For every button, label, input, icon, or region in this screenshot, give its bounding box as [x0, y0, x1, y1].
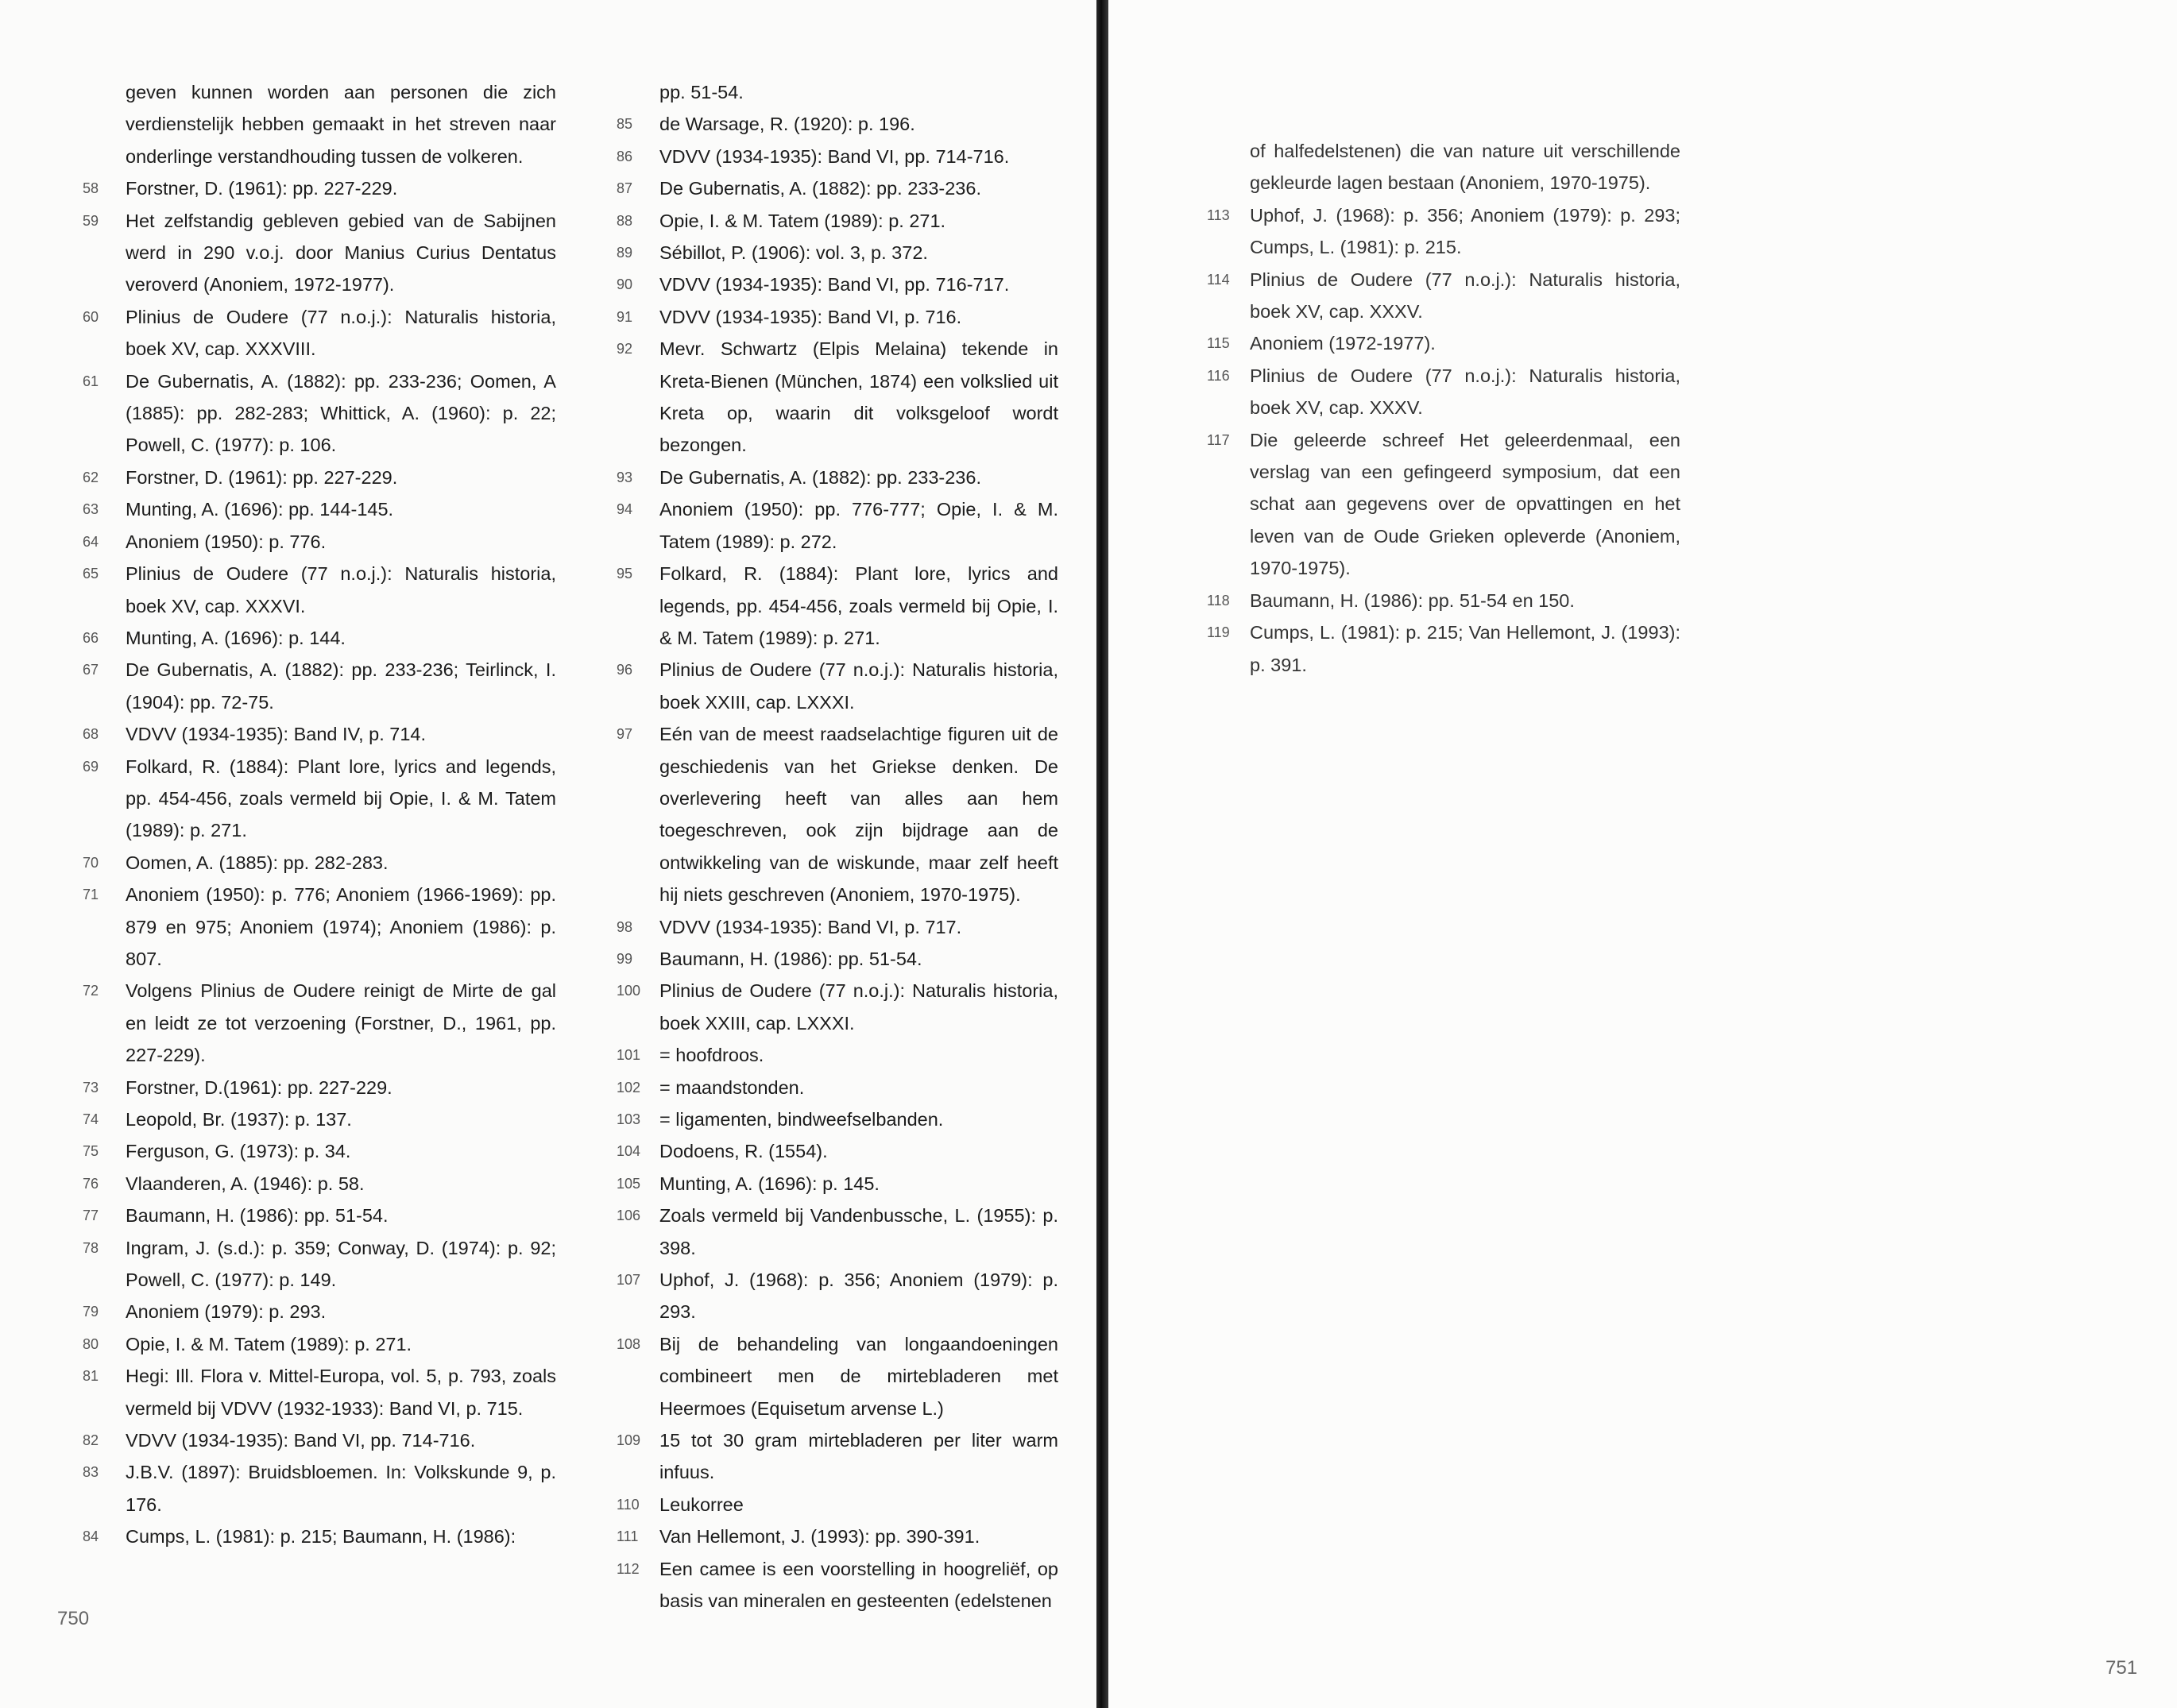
footnote-item — [613, 462, 1058, 493]
footnote-number: 59 — [83, 212, 99, 229]
footnote-number: 114 — [1207, 271, 1230, 288]
footnote-number: 118 — [1207, 592, 1230, 609]
footnote-number: 96 — [617, 662, 633, 678]
footnote-text: 15 tot 30 gram mirtebladeren per liter warm infuus. — [659, 1430, 1058, 1483]
footnote-item — [79, 172, 556, 204]
footnote-number: 71 — [83, 887, 99, 903]
footnote-text: Die geleerde schreef Het geleerdenmaal, een verslag van een gefingeerd symposium, dat een schat aan gegevens over de opvattingen en het leven van de Oude Grieken opleverde (Anoniem, 1970-1975). — [1250, 429, 1680, 579]
footnote-text: Baumann, H. (1986): pp. 51-54. — [659, 948, 922, 969]
footnote-number: 61 — [83, 373, 99, 389]
footnote-number: 86 — [617, 148, 633, 164]
footnote-number: 81 — [83, 1368, 99, 1385]
footnote-text: J.B.V. (1897): Bruidsbloemen. In: Volkskunde 9, p. 176. — [126, 1462, 556, 1515]
footnote-text: Het zelfstandig gebleven gebied van de Sabijnen werd in 290 v.o.j. door Manius Curius Dentatus veroverd (Anoniem, 1972-1977). — [126, 210, 556, 296]
footnote-number: 63 — [83, 501, 99, 518]
footnote-text: Ingram, J. (s.d.): p. 359; Conway, D. (1974): p. 92; Powell, C. (1977): p. 149. — [126, 1237, 556, 1291]
footnote-item — [613, 1200, 1058, 1264]
footnote-item — [79, 1200, 556, 1231]
footnote-text: of halfedelstenen) die van nature uit verschillende gekleurde lagen bestaan (Anoniem, 1970-1975). — [1250, 141, 1680, 194]
footnote-item — [613, 301, 1058, 333]
footnote-item — [613, 269, 1058, 300]
footnote-item — [1204, 616, 1680, 681]
footnote-text: Opie, I. & M. Tatem (1989): p. 271. — [659, 210, 946, 231]
footnote-item — [613, 1521, 1058, 1552]
footnote-item — [79, 975, 556, 1071]
footnote-number: 70 — [83, 854, 99, 871]
footnote-text: Cumps, L. (1981): p. 215; Baumann, H. (1986): — [126, 1526, 516, 1548]
footnote-text: geven kunnen worden aan personen die zich verdienstelijk hebben gemaakt in het streven naar onderlinge verstandhouding tussen de volkeren. — [126, 82, 556, 167]
footnote-text: Cumps, L. (1981): p. 215; Van Hellemont, J. (1993): p. 391. — [1250, 622, 1680, 675]
footnote-text: Plinius de Oudere (77 n.o.j.): Naturalis historia, boek XXIII, cap. LXXXI. — [659, 980, 1058, 1034]
footnote-item — [1204, 199, 1680, 264]
footnote-item — [613, 943, 1058, 975]
footnote-item — [613, 1039, 1058, 1071]
footnote-text: Mevr. Schwartz (Elpis Melaina) tekende in Kreta-Bienen (München, 1874) een volkslied uit Kreta op, waarin dit volksgeloof wordt bezongen. — [659, 338, 1058, 456]
footnote-number: 91 — [617, 308, 633, 325]
footnote-item — [79, 622, 556, 654]
footnote-item — [613, 108, 1058, 140]
footnote-number: 110 — [617, 1496, 640, 1513]
footnote-item — [79, 718, 556, 750]
footnote-number: 97 — [617, 726, 633, 743]
footnote-number: 75 — [83, 1143, 99, 1160]
footnote-item — [79, 205, 556, 301]
footnote-text: Hegi: Ill. Flora v. Mittel-Europa, vol. 5, p. 793, zoals vermeld bij VDVV (1932-1933): Band VI, p. 715. — [126, 1366, 556, 1419]
footnote-number: 117 — [1207, 431, 1230, 448]
footnote-text: Opie, I. & M. Tatem (1989): p. 271. — [126, 1333, 412, 1354]
footnote-item — [613, 205, 1058, 237]
footnote-text: Anoniem (1972-1977). — [1250, 333, 1436, 354]
footnote-text: Leukorree — [659, 1494, 744, 1515]
footnote-text: Folkard, R. (1884): Plant lore, lyrics and legends, pp. 454-456, zoals vermeld bij Opie, I. & M. Tatem (1989): p. 271. — [126, 755, 556, 841]
footnote-text: Plinius de Oudere (77 n.o.j.): Naturalis historia, boek XV, cap. XXXV. — [1250, 269, 1680, 323]
footnote-number: 103 — [617, 1111, 641, 1127]
footnote-text: Folkard, R. (1884): Plant lore, lyrics and legends, pp. 454-456, zoals vermeld bij Opie, I. & M. Tatem (1989): p. 271. — [659, 563, 1058, 648]
footnote-item — [613, 333, 1058, 462]
footnote-item — [613, 1424, 1058, 1489]
footnote-item — [79, 1135, 556, 1167]
book-spine-gutter — [1096, 0, 1108, 1708]
footnote-number: 76 — [83, 1175, 99, 1192]
footnote-item — [79, 1360, 556, 1424]
footnote-text: Een camee is een voorstelling in hoogreliëf, op basis van mineralen en gesteenten (edelstenen — [659, 1558, 1058, 1612]
footnote-item — [79, 1456, 556, 1521]
footnote-item — [613, 76, 1058, 108]
footnote-column-left — [79, 76, 556, 1553]
footnote-item — [79, 879, 556, 975]
footnote-number: 119 — [1207, 624, 1230, 641]
footnote-item — [613, 493, 1058, 558]
footnote-item — [79, 76, 556, 172]
footnote-number: 85 — [617, 116, 633, 133]
footnote-item — [613, 141, 1058, 172]
footnote-item — [613, 558, 1058, 654]
footnote-number: 102 — [617, 1079, 641, 1096]
footnote-number: 108 — [617, 1335, 641, 1352]
footnote-text: de Warsage, R. (1920): p. 196. — [659, 114, 915, 135]
footnote-text: Plinius de Oudere (77 n.o.j.): Naturalis historia, boek XV, cap. XXXV. — [1250, 365, 1680, 419]
footnote-text: VDVV (1934-1935): Band VI, p. 716. — [659, 306, 962, 327]
footnote-number: 82 — [83, 1432, 99, 1449]
footnote-text: Uphof, J. (1968): p. 356; Anoniem (1979): p. 293; Cumps, L. (1981): p. 215. — [1250, 204, 1680, 258]
footnote-item — [1204, 135, 1680, 199]
footnote-item — [1204, 264, 1680, 328]
footnote-number: 58 — [83, 180, 99, 197]
footnote-text: Dodoens, R. (1554). — [659, 1141, 828, 1162]
footnote-item — [1204, 327, 1680, 359]
footnote-text: Forstner, D. (1961): pp. 227-229. — [126, 466, 398, 488]
footnote-text: Vlaanderen, A. (1946): p. 58. — [126, 1173, 365, 1194]
footnote-item — [79, 654, 556, 718]
footnote-number: 74 — [83, 1111, 99, 1127]
footnote-text: Munting, A. (1696): pp. 144-145. — [126, 499, 394, 520]
footnote-item — [613, 911, 1058, 943]
page-number-left: 750 — [57, 1608, 90, 1629]
footnote-item — [79, 526, 556, 558]
footnote-text: Plinius de Oudere (77 n.o.j.): Naturalis historia, boek XV, cap. XXXVIII. — [126, 306, 556, 360]
footnote-item — [613, 237, 1058, 269]
footnote-number: 67 — [83, 662, 99, 678]
footnote-number: 88 — [617, 212, 633, 229]
footnote-number: 65 — [83, 566, 99, 582]
footnote-item — [613, 1553, 1058, 1617]
footnote-number: 83 — [83, 1464, 99, 1481]
footnote-text: Volgens Plinius de Oudere reinigt de Mirte de gal en leidt ze tot verzoening (Forstner, D., 1961, pp. 227-229). — [126, 980, 556, 1066]
footnote-item — [613, 1328, 1058, 1424]
footnote-item — [1204, 585, 1680, 616]
footnote-number: 87 — [617, 180, 633, 197]
footnote-text: De Gubernatis, A. (1882): pp. 233-236. — [659, 466, 981, 488]
footnote-item — [613, 1168, 1058, 1200]
footnote-number: 89 — [617, 245, 633, 261]
footnote-text: Anoniem (1950): p. 776; Anoniem (1966-1969): pp. 879 en 975; Anoniem (1974); Anoniem (1986): p. 807. — [126, 884, 556, 969]
footnote-item — [79, 493, 556, 525]
footnote-number: 84 — [83, 1528, 99, 1545]
footnote-text: De Gubernatis, A. (1882): pp. 233-236; Teirlinck, I. (1904): pp. 72-75. — [126, 659, 556, 713]
footnote-text: VDVV (1934-1935): Band VI, pp. 714-716. — [659, 145, 1010, 167]
footnote-text: = maandstonden. — [659, 1076, 805, 1098]
footnote-number: 78 — [83, 1239, 99, 1256]
footnote-number: 95 — [617, 566, 633, 582]
footnote-text: Zoals vermeld bij Vandenbussche, L. (1955): p. 398. — [659, 1205, 1058, 1258]
footnote-number: 112 — [617, 1560, 640, 1577]
footnote-number: 77 — [83, 1208, 99, 1224]
footnote-text: Uphof, J. (1968): p. 356; Anoniem (1979): p. 293. — [659, 1269, 1058, 1323]
footnote-text: Anoniem (1979): p. 293. — [126, 1301, 327, 1323]
footnote-number: 69 — [83, 758, 99, 775]
footnote-number: 60 — [83, 308, 99, 325]
footnote-text: Munting, A. (1696): p. 145. — [659, 1173, 880, 1194]
footnote-number: 73 — [83, 1079, 99, 1096]
footnote-column-middle — [613, 76, 1058, 1617]
footnote-item — [613, 718, 1058, 910]
footnote-number: 113 — [1207, 207, 1230, 223]
footnote-text: Anoniem (1950): pp. 776-777; Opie, I. & M. Tatem (1989): p. 272. — [659, 499, 1058, 552]
footnote-number: 107 — [617, 1272, 641, 1289]
footnote-text: Baumann, H. (1986): pp. 51-54 en 150. — [1250, 589, 1575, 611]
footnote-number: 62 — [83, 469, 99, 485]
footnote-text: VDVV (1934-1935): Band VI, pp. 716-717. — [659, 274, 1010, 296]
footnote-number: 115 — [1207, 335, 1230, 352]
footnote-column-right — [1204, 135, 1680, 681]
footnote-item — [79, 558, 556, 622]
footnote-item — [79, 462, 556, 493]
footnote-text: = hoofdroos. — [659, 1045, 764, 1066]
footnote-number: 98 — [617, 918, 633, 935]
footnote-text: = ligamenten, bindweefselbanden. — [659, 1109, 944, 1130]
footnote-number: 109 — [617, 1432, 641, 1449]
footnote-number: 66 — [83, 629, 99, 646]
footnote-text: Sébillot, P. (1906): vol. 3, p. 372. — [659, 242, 928, 264]
footnote-item — [79, 1328, 556, 1360]
footnote-item — [79, 1168, 556, 1200]
footnote-number: 68 — [83, 726, 99, 743]
footnote-text: Munting, A. (1696): p. 144. — [126, 627, 346, 648]
footnote-text: Eén van de meest raadselachtige figuren uit de geschiedenis van het Griekse denken. De overlevering heeft van alles aan hem toegeschreven, ook zijn bijdrage aan de ontwikkeling van de wiskunde, maar zelf heeft hij niets geschreven (Anoniem, 1970-1975). — [659, 724, 1058, 906]
footnote-text: Ferguson, G. (1973): p. 34. — [126, 1141, 351, 1162]
footnote-item — [1204, 360, 1680, 424]
footnote-item — [79, 1296, 556, 1327]
page-number-right: 751 — [2105, 1657, 2138, 1679]
footnote-text: Forstner, D.(1961): pp. 227-229. — [126, 1076, 392, 1098]
footnote-number: 105 — [617, 1175, 641, 1192]
footnote-number: 116 — [1207, 367, 1230, 384]
footnote-item — [79, 751, 556, 847]
footnote-item — [613, 1489, 1058, 1521]
footnote-number: 80 — [83, 1335, 99, 1352]
footnote-number: 94 — [617, 501, 633, 518]
footnote-text: Anoniem (1950): p. 776. — [126, 531, 327, 552]
footnote-number: 90 — [617, 276, 633, 293]
footnote-number: 79 — [83, 1304, 99, 1320]
footnote-item — [79, 1072, 556, 1103]
footnote-text: De Gubernatis, A. (1882): pp. 233-236; Oomen, A (1885): pp. 282-283; Whittick, A. (1960): p. 22; Powell, C. (1977): p. 106. — [126, 370, 556, 456]
footnote-text: De Gubernatis, A. (1882): pp. 233-236. — [659, 178, 981, 199]
footnote-text: Plinius de Oudere (77 n.o.j.): Naturalis historia, boek XV, cap. XXXVI. — [126, 563, 556, 616]
footnote-item — [79, 1103, 556, 1135]
footnote-number: 106 — [617, 1208, 641, 1224]
footnote-item — [613, 1135, 1058, 1167]
footnote-text: VDVV (1934-1935): Band VI, p. 717. — [659, 916, 962, 937]
footnote-item — [79, 365, 556, 462]
footnote-number: 101 — [617, 1047, 641, 1064]
footnote-number: 111 — [617, 1528, 639, 1545]
footnote-item — [79, 1424, 556, 1456]
footnote-item — [613, 654, 1058, 718]
footnote-item — [613, 975, 1058, 1039]
footnote-item — [79, 1521, 556, 1552]
footnote-item — [79, 847, 556, 879]
footnote-number: 104 — [617, 1143, 641, 1160]
footnote-text: Oomen, A. (1885): pp. 282-283. — [126, 852, 389, 873]
footnote-item — [613, 1103, 1058, 1135]
footnote-text: pp. 51-54. — [659, 82, 744, 102]
footnote-item — [613, 172, 1058, 204]
footnote-item — [79, 1232, 556, 1296]
footnote-item — [79, 301, 556, 365]
footnote-number: 92 — [617, 341, 633, 357]
footnote-text: Van Hellemont, J. (1993): pp. 390-391. — [659, 1526, 980, 1548]
footnote-item — [613, 1264, 1058, 1328]
footnote-text: Bij de behandeling van longaandoeningen combineert men de mirtebladeren met Heermoes (Equisetum arvense L.) — [659, 1333, 1058, 1419]
footnote-text: Plinius de Oudere (77 n.o.j.): Naturalis historia, boek XXIII, cap. LXXXI. — [659, 659, 1058, 713]
footnote-text: Leopold, Br. (1937): p. 137. — [126, 1109, 352, 1130]
footnote-text: VDVV (1934-1935): Band VI, pp. 714-716. — [126, 1430, 476, 1451]
footnote-text: Baumann, H. (1986): pp. 51-54. — [126, 1205, 389, 1227]
footnote-text: Forstner, D. (1961): pp. 227-229. — [126, 178, 398, 199]
footnote-number: 72 — [83, 983, 99, 999]
footnote-number: 93 — [617, 469, 633, 485]
footnote-text: VDVV (1934-1935): Band IV, p. 714. — [126, 724, 426, 745]
footnote-number: 100 — [617, 983, 641, 999]
footnote-item — [1204, 424, 1680, 585]
footnote-number: 99 — [617, 950, 633, 967]
footnote-item — [613, 1072, 1058, 1103]
footnote-number: 64 — [83, 533, 99, 550]
